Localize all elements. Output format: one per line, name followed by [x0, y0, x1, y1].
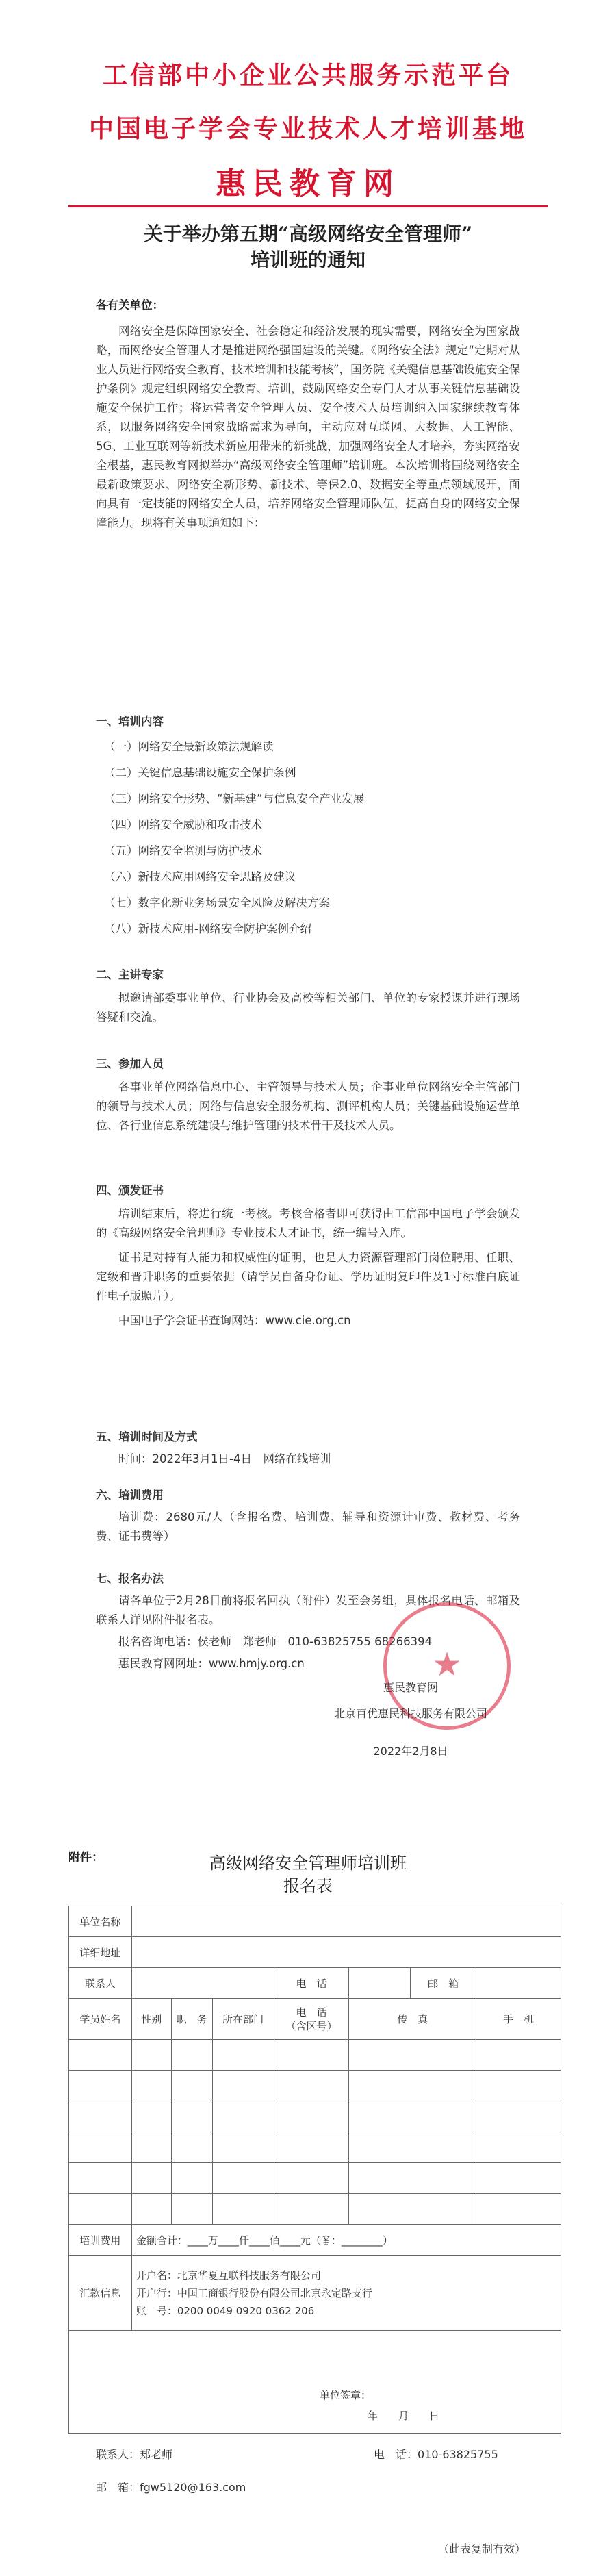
course-item: （五）网络安全监测与防护技术 [104, 844, 262, 857]
section-heading: 二、主讲专家 [96, 968, 164, 981]
section-certificate [96, 1181, 520, 1330]
cell[interactable] [476, 2101, 561, 2132]
salutation: 各有关单位： [96, 299, 164, 312]
phone-field[interactable] [349, 1968, 411, 1999]
cell[interactable] [212, 2163, 274, 2194]
certificate-paragraph-1: 培训结束后，将进行统一考核。考核合格者即可获得由工信部中国电子学会颁发的《高级网络安全管理师》专业技术人才证书，统一编号入库。 [96, 1207, 520, 1239]
cell[interactable] [171, 2194, 212, 2225]
cell[interactable] [274, 2101, 349, 2132]
footer-contact: 联系人：郑老师 [96, 2448, 173, 2461]
cell[interactable] [349, 2071, 476, 2101]
cell[interactable] [274, 2040, 349, 2071]
section-heading: 六、培训费用 [96, 1489, 164, 1502]
course-item: （七）数字化新业务场景安全风险及解决方案 [104, 896, 330, 909]
cell[interactable] [131, 2132, 171, 2163]
bank-name: 开户行：中国工商银行股份有限公司北京永定路支行 [136, 2286, 372, 2299]
website: 惠民教育网网址：www.hmjy.org.cn [118, 1657, 305, 1670]
cell[interactable] [171, 2071, 212, 2101]
col-fax: 传 真 [349, 1999, 476, 2040]
signoff-org2: 北京百优惠民科技服务有限公司 [333, 1707, 487, 1720]
col-tel-sub: （含区号） [285, 2019, 337, 2032]
cell[interactable] [212, 2101, 274, 2132]
account-name: 开户名：北京华夏互联科技服务有限公司 [136, 2269, 321, 2282]
cell[interactable] [171, 2132, 212, 2163]
cell[interactable] [274, 2132, 349, 2163]
cell[interactable] [131, 2101, 171, 2132]
fees-paragraph: 培训费：2680元/人（含报名费、培训费、辅导和资源计审费、教材费、考务费、证书费等） [96, 1511, 520, 1543]
sign-date: 年 月 日 [368, 2410, 440, 2422]
cell[interactable] [212, 2194, 274, 2225]
unit-name-label: 单位名称 [69, 1906, 132, 1937]
header-line-1: 工信部中小企业公共服务示范平台 [102, 62, 513, 90]
col-dept: 所在部门 [212, 1999, 274, 2040]
email-label: 邮 箱 [411, 1968, 476, 1999]
cell[interactable] [274, 2163, 349, 2194]
sign-cell[interactable] [69, 2331, 561, 2434]
cell[interactable] [349, 2132, 476, 2163]
form-title-2: 报名表 [283, 1876, 333, 1895]
footer-email: 邮 箱：fgw5120@163.com [96, 2481, 246, 2494]
registration-form-table [68, 1906, 561, 2434]
section-heading: 一、培训内容 [96, 715, 164, 728]
cell[interactable] [212, 2040, 274, 2071]
signoff-date: 2022年2月8日 [373, 1745, 448, 1758]
cell[interactable] [274, 2071, 349, 2101]
cell[interactable] [349, 2040, 476, 2071]
col-tel [274, 1999, 349, 2040]
cell[interactable] [171, 2040, 212, 2071]
cell[interactable] [171, 2101, 212, 2132]
section-heading: 五、培训时间及方式 [96, 1430, 198, 1443]
contact-field[interactable] [131, 1968, 274, 1999]
col-tel-label: 电 话 [296, 2006, 327, 2019]
table-row [69, 2132, 561, 2163]
section-fees [96, 1486, 520, 1546]
cell[interactable] [131, 2071, 171, 2101]
experts-paragraph: 拟邀请部委事业单位、行业协会及高校等相关部门、单位的专家授课并进行现场答疑和交流。 [96, 992, 520, 1024]
attachment-label: 附件： [68, 1851, 103, 1865]
intro-paragraph: 网络安全是保障国家安全、社会稳定和经济发展的现实需要，网络安全为国家战略，而网络安全管理人才是推进网络强国建设的关键。《网络安全法》规定“定期对从业人员进行网络安全教育、技术培训和技能考核”，国务院《关键信息基础设施安全保护条例》规定组织网络安全教育、培训，鼓励网络安全专门人才从事关键信息基础设施安全保护工作；将运营者安全管理人员、安全技术人员培训纳入国家继续教育体系，以服务网络安全国家战略需求为导向，主动应对互联网、大数据、人工智能、5G、工业互联网等新技术新应用带来的新挑战，加强网络安全人才培养，夯实网络安全根基，惠民教育网拟举办“高级网络安全管理师”培训班。本次培训将围绕网络安全最新政策要求、网络安全新形势、新技术、等保2.0、数据安全等重点领域展开，面向具有一定技能的网络安全人员，培养网络安全管理师队伍，提高自身的网络安全保障能力。现将有关事项通知如下： [96, 325, 520, 529]
unit-name-field[interactable] [131, 1906, 561, 1937]
registration-paragraph: 请各单位于2月28日前将报名回执（附件）发至会务组，具体报名电话、邮箱及联系人详见附件报名表。 [96, 1594, 520, 1626]
cell[interactable] [476, 2071, 561, 2101]
cell[interactable] [131, 2194, 171, 2225]
title-line-1: 关于举办第五期“高级网络安全管理师” [143, 223, 473, 245]
time-paragraph: 时间：2022年3月1日-4日 网络在线培训 [118, 1452, 331, 1465]
table-row [69, 2163, 561, 2194]
cell[interactable] [476, 2194, 561, 2225]
remit-label: 汇款信息 [69, 2256, 132, 2331]
cell[interactable] [131, 2040, 171, 2071]
contact-label: 联系人 [69, 1968, 132, 1999]
cell[interactable] [69, 2194, 132, 2225]
footer-note: （此表复制有效） [438, 2542, 526, 2555]
remit-info [131, 2256, 561, 2331]
certificate-paragraph-2: 证书是对持有人能力和权威性的证明，也是人力资源管理部门岗位聘用、任职、定级和晋升职务的重要依据（请学员自备身份证、学历证明复印件及1寸标准白底证件电子版照片）。 [96, 1251, 520, 1302]
cell[interactable] [476, 2040, 561, 2071]
cell[interactable] [349, 2194, 476, 2225]
course-item: （二）关键信息基础设施安全保护条例 [104, 766, 296, 779]
course-item: （六）新技术应用网络安全思路及建议 [104, 870, 296, 883]
sign-label: 单位签章： [320, 2389, 372, 2401]
form-title-1: 高级网络安全管理师培训班 [209, 1854, 407, 1873]
address-label: 详细地址 [69, 1937, 132, 1968]
signoff-org1: 惠民教育网 [383, 1681, 438, 1694]
table-row [69, 2071, 561, 2101]
cell[interactable] [171, 2163, 212, 2194]
cell[interactable] [69, 2132, 132, 2163]
document-title [68, 221, 548, 273]
table-row [69, 2194, 561, 2225]
section-heading: 四、颁发证书 [96, 1184, 164, 1197]
section-experts [96, 965, 520, 1027]
section-heading: 七、报名办法 [96, 1572, 164, 1585]
header-divider [68, 205, 548, 207]
cell[interactable] [274, 2194, 349, 2225]
cell[interactable] [212, 2071, 274, 2101]
table-row [69, 2040, 561, 2071]
cell[interactable] [349, 2101, 476, 2132]
section-training-content [96, 712, 520, 942]
email-field[interactable] [476, 1968, 561, 1999]
course-item: （八）新技术应用-网络安全防护案例介绍 [104, 922, 311, 935]
fee-label: 培训费用 [69, 2225, 132, 2256]
participants-paragraph: 各事业单位网络信息中心、主管领导与技术人员；企事业单位网络安全主管部门的领导与技术人员；网络与信息安全服务机构、测评机构人员；关键基础设施运营单位、各行业信息系统建设与维护管理的技术骨干及技术人员。 [96, 1081, 520, 1132]
cell[interactable] [69, 2163, 132, 2194]
certificate-query-site: 中国电子学会证书查询网站：www.cie.org.cn [118, 1314, 351, 1327]
section-heading: 三、参加人员 [96, 1057, 164, 1070]
col-mobile: 手 机 [476, 1999, 561, 2040]
cell[interactable] [69, 2040, 132, 2071]
account-number: 账 号：0200 0049 0920 0362 206 [136, 2304, 315, 2317]
cell[interactable] [476, 2163, 561, 2194]
course-item: （四）网络安全威胁和攻击技术 [104, 818, 262, 831]
header-line-3: 惠民教育网 [216, 166, 400, 201]
cell[interactable] [212, 2132, 274, 2163]
intro-section [96, 322, 520, 533]
fee-amount-field[interactable]: 金额合计：____万____仟____佰____元（￥：________） [131, 2225, 561, 2256]
col-gender: 性别 [131, 1999, 171, 2040]
table-row [69, 2101, 561, 2132]
cell[interactable] [349, 2163, 476, 2194]
col-student: 学员姓名 [69, 1999, 132, 2040]
footer-phone: 电 话：010-63825755 [374, 2448, 498, 2461]
cell[interactable] [69, 2071, 132, 2101]
star-icon: ★ [432, 1645, 462, 1684]
cell[interactable] [476, 2132, 561, 2163]
address-field[interactable] [131, 1937, 561, 1968]
course-item: （一）网络安全最新政策法规解读 [104, 740, 274, 753]
header-line-2: 中国电子学会专业技术人才培训基地 [88, 115, 527, 143]
registration-phone: 报名咨询电话：侯老师 郑老师 010-63825755 68266394 [118, 1635, 433, 1648]
cell[interactable] [131, 2163, 171, 2194]
course-item: （三）网络安全形势、“新基建”与信息安全产业发展 [104, 792, 365, 805]
cell[interactable] [69, 2101, 132, 2132]
col-position: 职 务 [171, 1999, 212, 2040]
title-line-2: 培训班的通知 [250, 249, 365, 271]
section-time [96, 1428, 520, 1469]
phone-label: 电 话 [274, 1968, 349, 1999]
section-participants [96, 1055, 520, 1135]
